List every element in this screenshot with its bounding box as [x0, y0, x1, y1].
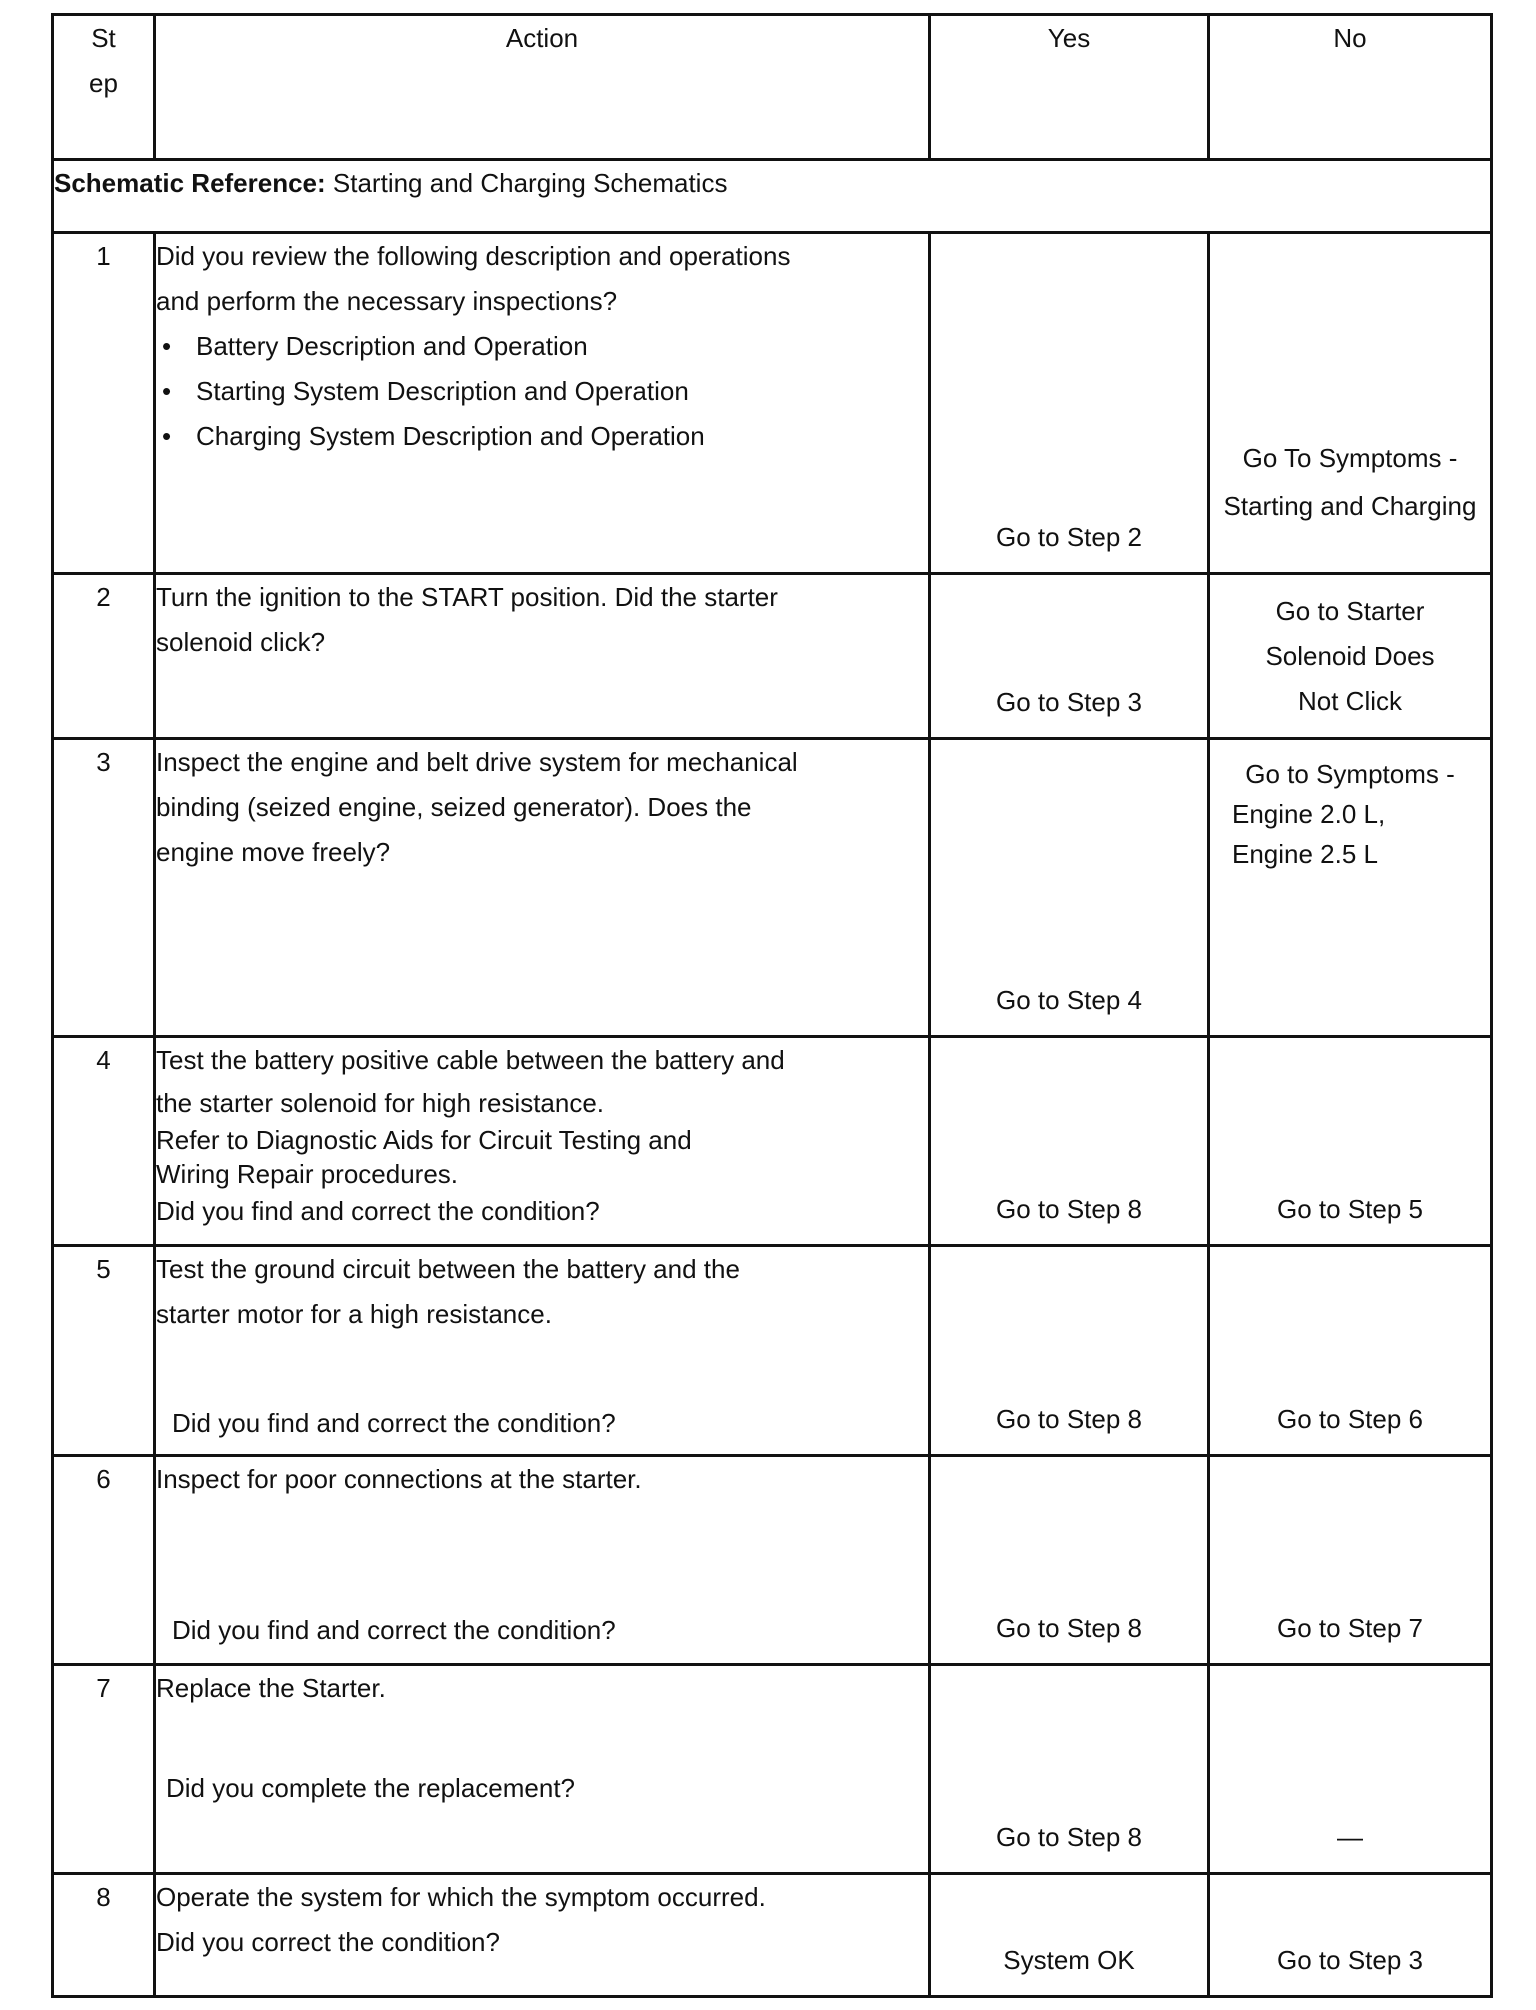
table-row	[53, 1037, 1492, 1246]
action-cell	[155, 574, 930, 739]
no-text: Go to Symptoms -	[1245, 759, 1455, 789]
yes-cell	[930, 1456, 1209, 1665]
table-row	[53, 1246, 1492, 1456]
table-row	[53, 1874, 1492, 1997]
action-text: solenoid click?	[156, 627, 326, 657]
action-text: binding (seized engine, seized generator). Does the	[156, 792, 752, 822]
table-row	[53, 574, 1492, 739]
yes-link[interactable]: Go to Step 3	[996, 687, 1142, 717]
no-text: Go to Starter	[1275, 596, 1425, 626]
no-cell	[1209, 233, 1492, 574]
no-link[interactable]: Go to Step 6	[1277, 1404, 1423, 1434]
action-text: Refer to Diagnostic Aids for Circuit Testing and	[156, 1125, 692, 1155]
step-number: 7	[53, 1665, 155, 1874]
action-cell	[155, 739, 930, 1037]
yes-cell	[930, 1246, 1209, 1456]
table-row	[53, 1456, 1492, 1665]
no-text: Solenoid Does	[1265, 641, 1435, 671]
yes-cell	[930, 1037, 1209, 1246]
no-cell	[1209, 1246, 1492, 1456]
no-cell	[1209, 1456, 1492, 1665]
yes-cell	[930, 1874, 1209, 1997]
step-number: 8	[53, 1874, 155, 1997]
action-cell	[155, 1246, 930, 1456]
action-text: starter motor for a high resistance.	[156, 1299, 552, 1329]
yes-result: System OK	[1003, 1945, 1135, 1975]
step-number: 2	[53, 574, 155, 739]
yes-cell	[930, 574, 1209, 739]
yes-link[interactable]: Go to Step 8	[996, 1613, 1142, 1643]
no-link[interactable]: Go to Step 3	[1277, 1945, 1423, 1975]
no-text: Go To Symptoms -	[1242, 443, 1458, 473]
schematic-reference-label: Schematic Reference:	[54, 168, 326, 198]
action-text: engine move freely?	[156, 837, 391, 867]
action-text: Operate the system for which the symptom occurred.	[156, 1882, 766, 1912]
action-text: Test the ground circuit between the battery and the	[156, 1254, 740, 1284]
yes-cell	[930, 739, 1209, 1037]
list-item: • Battery Description and Operation	[156, 324, 928, 369]
action-question: Did you correct the condition?	[156, 1927, 500, 1957]
action-text: the starter solenoid for high resistance.	[156, 1088, 605, 1118]
no-link[interactable]	[1210, 740, 1490, 874]
no-text: Starting and Charging	[1223, 491, 1477, 521]
action-cell	[155, 1037, 930, 1246]
action-text: Inspect the engine and belt drive system for mechanical	[156, 747, 798, 777]
action-text: Turn the ignition to the START position. Did the starter	[156, 582, 778, 612]
schematic-reference	[53, 160, 1492, 233]
list-item: • Starting System Description and Operation	[156, 369, 928, 414]
no-text: Engine 2.5 L	[1232, 839, 1379, 869]
header-no: No	[1209, 15, 1492, 160]
yes-link[interactable]: Go to Step 8	[996, 1194, 1142, 1224]
diagnostic-table	[51, 13, 1493, 1998]
table-row	[53, 739, 1492, 1037]
action-question: Did you find and correct the condition?	[156, 1196, 600, 1226]
schematic-reference-row	[53, 160, 1492, 233]
action-text: Inspect for poor connections at the starter.	[156, 1464, 642, 1494]
table-row	[53, 233, 1492, 574]
no-link[interactable]	[1210, 575, 1490, 724]
action-question: Did you find and correct the condition?	[172, 1408, 616, 1438]
no-link[interactable]: Go to Step 7	[1277, 1613, 1423, 1643]
yes-cell	[930, 233, 1209, 574]
header-step	[53, 15, 155, 160]
no-cell	[1209, 1665, 1492, 1874]
bullet-list	[156, 324, 928, 459]
no-cell	[1209, 574, 1492, 739]
yes-cell	[930, 1665, 1209, 1874]
action-text: Test the battery positive cable between the battery and	[156, 1045, 785, 1075]
header-yes: Yes	[930, 15, 1209, 160]
no-dash: —	[1337, 1822, 1363, 1852]
yes-link[interactable]: Go to Step 2	[996, 522, 1142, 552]
header-action: Action	[155, 15, 930, 160]
step-number: 1	[53, 233, 155, 574]
no-cell	[1209, 1874, 1492, 1997]
header-step-label: St ep	[89, 23, 118, 98]
action-question: Did you complete the replacement?	[166, 1773, 576, 1803]
step-number: 3	[53, 739, 155, 1037]
action-cell	[155, 1456, 930, 1665]
no-text: Not Click	[1297, 686, 1402, 716]
list-item: • Charging System Description and Operation	[156, 414, 928, 459]
action-text: Replace the Starter.	[156, 1673, 386, 1703]
yes-link[interactable]: Go to Step 4	[996, 985, 1142, 1015]
action-question: Did you find and correct the condition?	[172, 1615, 616, 1645]
action-cell	[155, 1665, 930, 1874]
no-cell	[1209, 739, 1492, 1037]
action-cell	[155, 1874, 930, 1997]
schematic-reference-value: Starting and Charging Schematics	[325, 168, 728, 198]
step-number: 5	[53, 1246, 155, 1456]
action-text: and perform the necessary inspections?	[156, 286, 618, 316]
step-number: 4	[53, 1037, 155, 1246]
yes-link[interactable]: Go to Step 8	[996, 1404, 1142, 1434]
table-row	[53, 1665, 1492, 1874]
action-cell	[155, 233, 930, 574]
no-link[interactable]: Go to Step 5	[1277, 1194, 1423, 1224]
no-link[interactable]	[1210, 434, 1490, 530]
step-number: 6	[53, 1456, 155, 1665]
yes-link[interactable]: Go to Step 8	[996, 1822, 1142, 1852]
no-cell	[1209, 1037, 1492, 1246]
table-header-row	[53, 15, 1492, 160]
action-text: Did you review the following description and operations	[156, 241, 791, 271]
action-text: Wiring Repair procedures.	[156, 1159, 459, 1189]
no-text: Engine 2.0 L,	[1232, 799, 1386, 829]
